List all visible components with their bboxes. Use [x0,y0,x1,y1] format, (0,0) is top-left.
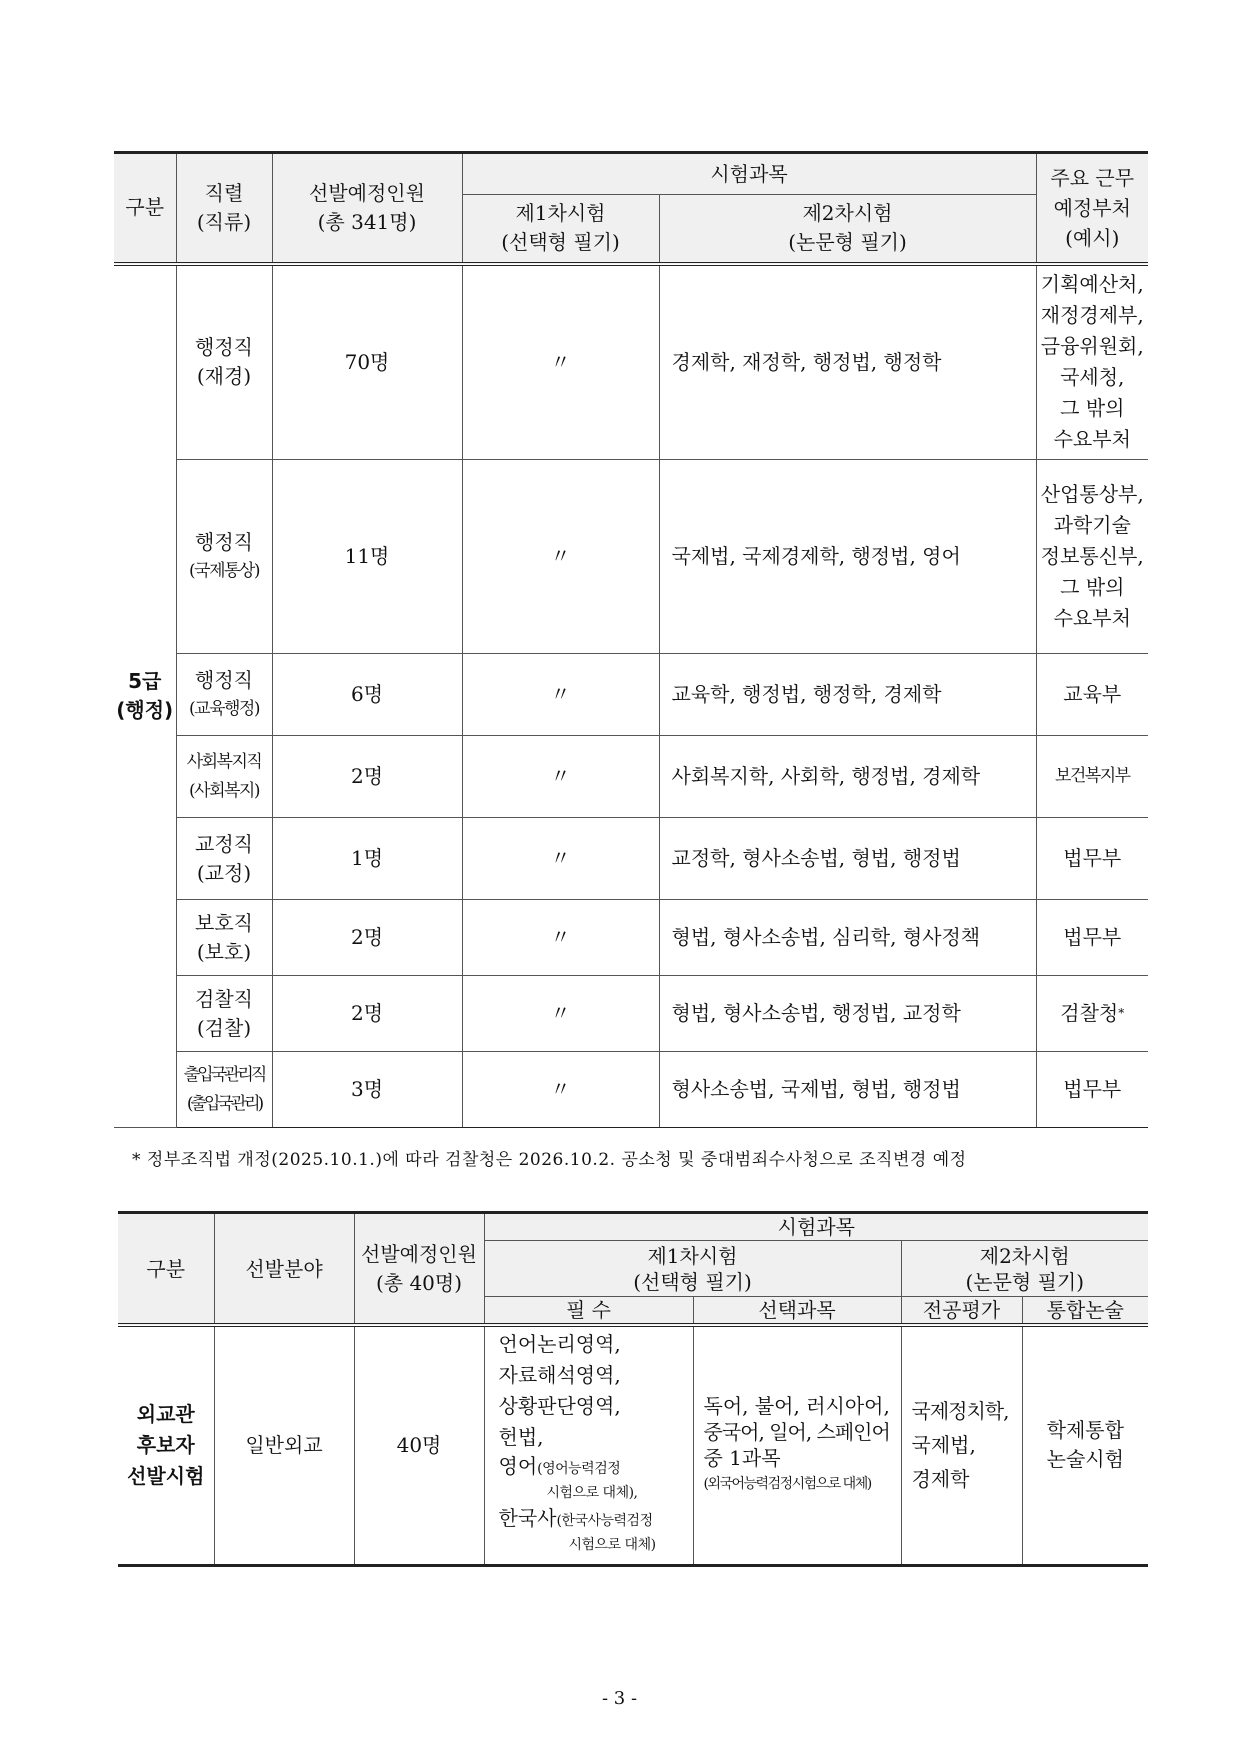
second-exam-cell: 형법, 형사소송법, 심리학, 형사정책 [659,900,1036,976]
job-cell: 행정직 (교육행정) [176,654,272,736]
header-subjects: 시험과목 [484,1213,1148,1241]
table-row [118,1325,1148,1565]
count-cell: 11명 [272,460,462,654]
first-exam-cell: 〃 [462,1052,659,1128]
table-row [114,1052,1148,1128]
header-second-exam: 제2차시험 (논문형 필기) [901,1241,1148,1297]
first-exam-cell: 〃 [462,654,659,736]
first-exam-cell: 〃 [462,976,659,1052]
job-cell: 검찰직 (검찰) [176,976,272,1052]
dept-cell: 교육부 [1036,654,1148,736]
integrated-cell: 학제통합 논술시험 [1022,1325,1148,1565]
header-gubun: 구분 [118,1213,214,1326]
dept-cell: 법무부 [1036,900,1148,976]
footnote-mark: * [1118,1006,1125,1020]
job-cell: 사회복지직 (사회복지) [176,736,272,818]
table-row [114,900,1148,976]
header-jikryeol: 직렬 (직류) [176,153,272,264]
job-cell: 행정직 (재경) [176,264,272,460]
header-gubun: 구분 [114,153,176,264]
count-cell: 1명 [272,818,462,900]
first-exam-cell: 〃 [462,900,659,976]
job-cell: 행정직 (국제통상) [176,460,272,654]
header-quota: 선발예정인원 (총 40명) [354,1213,484,1326]
count-cell: 70명 [272,264,462,460]
job-cell: 출입국관리직 (출입국관리) [176,1052,272,1128]
second-exam-cell: 경제학, 재정학, 행정법, 행정학 [659,264,1036,460]
header-first-exam: 제1차시험 (선택형 필기) [462,195,659,264]
header-elective: 선택과목 [693,1297,901,1326]
count-cell: 40명 [354,1325,484,1565]
elective-subjects-cell: 독어, 불어, 러시아어, 중국어, 일어, 스페인어 중 1과목 (외국어능력검정시험으로 대체) [693,1325,901,1565]
table-row [114,460,1148,654]
header-quota: 선발예정인원 (총 341명) [272,153,462,264]
first-exam-cell: 〃 [462,460,659,654]
header-integrated: 통합논술 [1022,1297,1148,1326]
table-row [114,654,1148,736]
count-cell: 2명 [272,900,462,976]
second-exam-cell: 형법, 형사소송법, 행정법, 교정학 [659,976,1036,1052]
exam-table-diplomat [118,1211,1148,1567]
header-first-exam: 제1차시험 (선택형 필기) [484,1241,901,1297]
required-subjects-cell: 언어논리영역, 자료해석영역, 상황판단영역, 헌법, 영어(영어능력검정 시험으로 대체), 한국사(한국사능력검정 시험으로 대체) [484,1325,693,1565]
dept-cell: 기획예산처, 재정경제부, 금융위원회, 국세청, 그 밖의 수요부처 [1036,264,1148,460]
header-major: 전공평가 [901,1297,1022,1326]
page-number: - 3 - [601,1688,638,1709]
job-cell: 교정직 (교정) [176,818,272,900]
second-exam-cell: 사회복지학, 사회학, 행정법, 경제학 [659,736,1036,818]
first-exam-cell: 〃 [462,818,659,900]
dept-cell: 검찰청* [1036,976,1148,1052]
dept-cell: 산업통상부, 과학기술 정보통신부, 그 밖의 수요부처 [1036,460,1148,654]
table-row [114,736,1148,818]
first-exam-cell: 〃 [462,264,659,460]
second-exam-cell: 형사소송법, 국제법, 형법, 행정법 [659,1052,1036,1128]
header-required: 필 수 [484,1297,693,1326]
header-field: 선발분야 [214,1213,354,1326]
table-row [114,818,1148,900]
second-exam-cell: 국제법, 국제경제학, 행정법, 영어 [659,460,1036,654]
count-cell: 2명 [272,736,462,818]
count-cell: 6명 [272,654,462,736]
table-row [114,264,1148,460]
dept-cell: 보건복지부 [1036,736,1148,818]
group-label: 5급 (행정) [114,264,176,1128]
dept-cell: 법무부 [1036,818,1148,900]
header-subjects: 시험과목 [462,153,1036,195]
major-subjects-cell: 국제정치학, 국제법, 경제학 [901,1325,1022,1565]
footnote: * 정부조직법 개정(2025.10.1.)에 따라 검찰청은 2026.10.2. 공소청 및 중대범죄수사청으로 조직변경 예정 [132,1150,967,1170]
count-cell: 3명 [272,1052,462,1128]
header-second-exam: 제2차시험 (논문형 필기) [659,195,1036,264]
second-exam-cell: 교정학, 형사소송법, 형법, 행정법 [659,818,1036,900]
field-cell: 일반외교 [214,1325,354,1565]
count-cell: 2명 [272,976,462,1052]
group-label: 외교관 후보자 선발시험 [118,1325,214,1565]
exam-table-grade5 [114,151,1148,1128]
dept-cell: 법무부 [1036,1052,1148,1128]
header-dept: 주요 근무 예정부처 (예시) [1036,153,1148,264]
first-exam-cell: 〃 [462,736,659,818]
job-cell: 보호직 (보호) [176,900,272,976]
second-exam-cell: 교육학, 행정법, 행정학, 경제학 [659,654,1036,736]
table-row [114,976,1148,1052]
